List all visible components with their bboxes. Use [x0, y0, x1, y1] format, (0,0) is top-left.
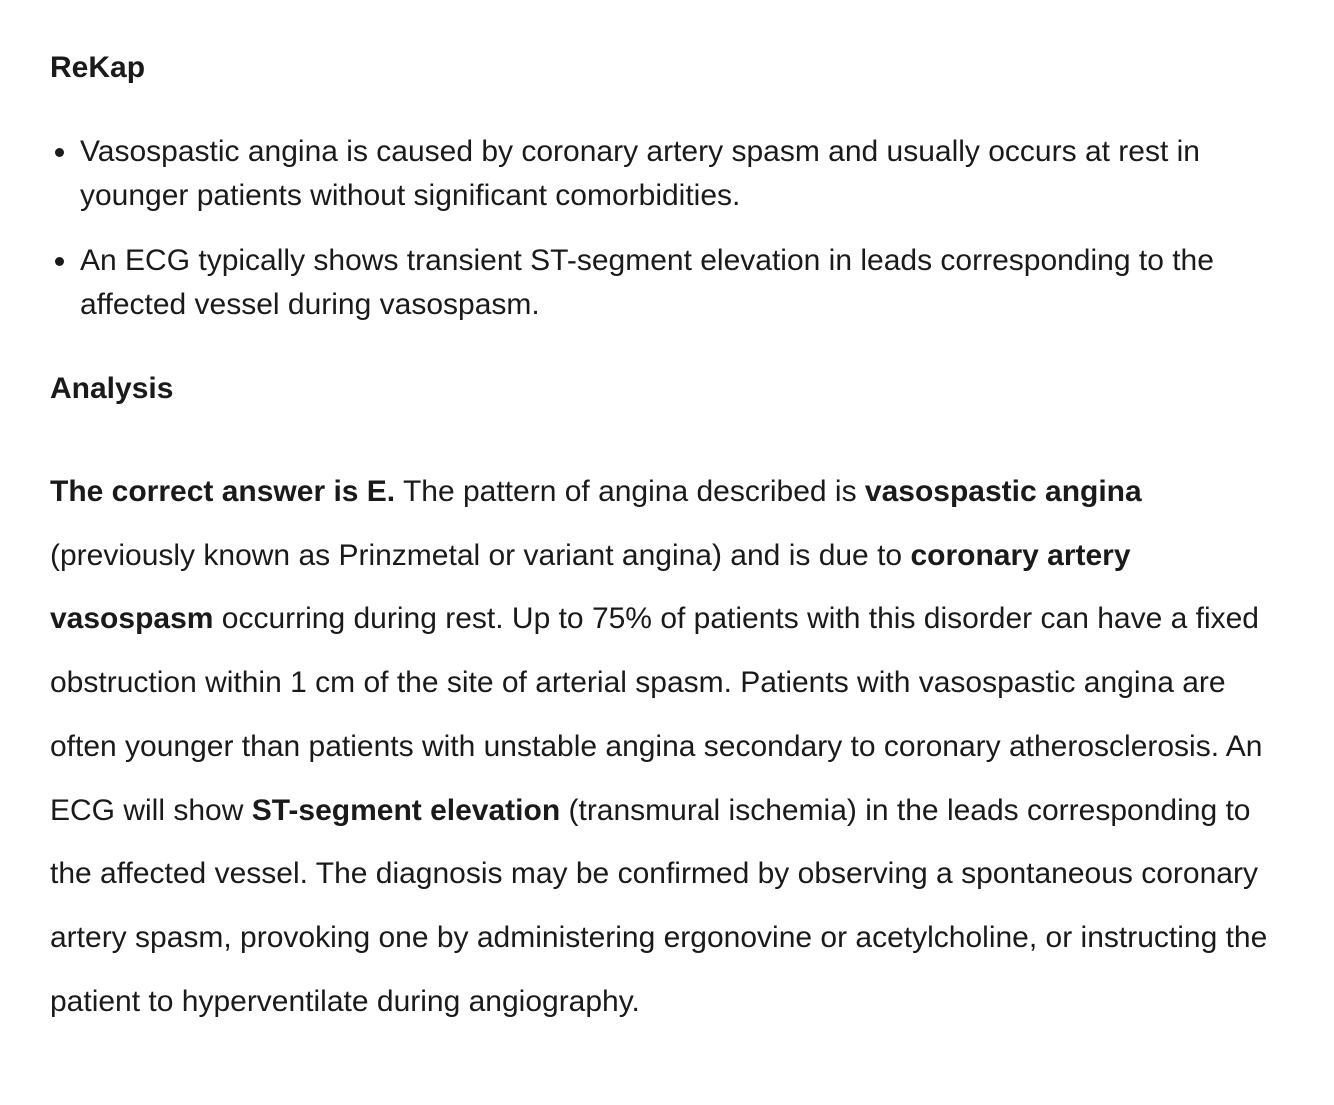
rekap-bullet-item	[50, 130, 1300, 218]
analysis-heading: Analysis	[50, 372, 174, 405]
rekap-bullet-item	[50, 239, 1300, 327]
ecg-finding-term: ST-segment elevation	[251, 793, 561, 827]
rekap-heading: ReKap	[50, 51, 146, 84]
analysis-text: (transmural ischemia) in the leads corresponding to the affected vessel. The diagnosis may be confirmed by observing a spontaneous coronary artery spasm, provoking one by administering ergonovine or acetylcholine, or instructing the patient to hyperventilate during angiography.	[50, 793, 1268, 1018]
rekap-bullet-list	[50, 130, 1300, 348]
analysis-text: (previously known as Prinzmetal or variant angina) and is due to	[50, 538, 911, 572]
analysis-text: The pattern of angina described is	[395, 475, 865, 508]
bullet-dot-icon	[55, 148, 64, 157]
correct-answer-statement: The correct answer is E.	[50, 475, 396, 508]
bullet-dot-icon	[55, 257, 64, 266]
rekap-bullet-text: An ECG typically shows transient ST-segment elevation in leads corresponding to the affected vessel during vasospasm.	[80, 244, 1214, 321]
analysis-paragraph	[50, 460, 1290, 1033]
rekap-bullet-text: Vasospastic angina is caused by coronary artery spasm and usually occurs at rest in younger patients without significant comorbidities.	[80, 135, 1200, 212]
analysis-text: occurring during rest. Up to 75% of patients with this disorder can have a fixed obstruction within 1 cm of the site of arterial spasm. Patients with vasospastic angina are often younger than patients with unstable angina secondary to coronary atherosclerosis. An ECG will show	[50, 602, 1263, 827]
mechanism-term: coronary artery vasospasm	[50, 538, 1131, 636]
diagnosis-term: vasospastic angina	[864, 475, 1142, 508]
